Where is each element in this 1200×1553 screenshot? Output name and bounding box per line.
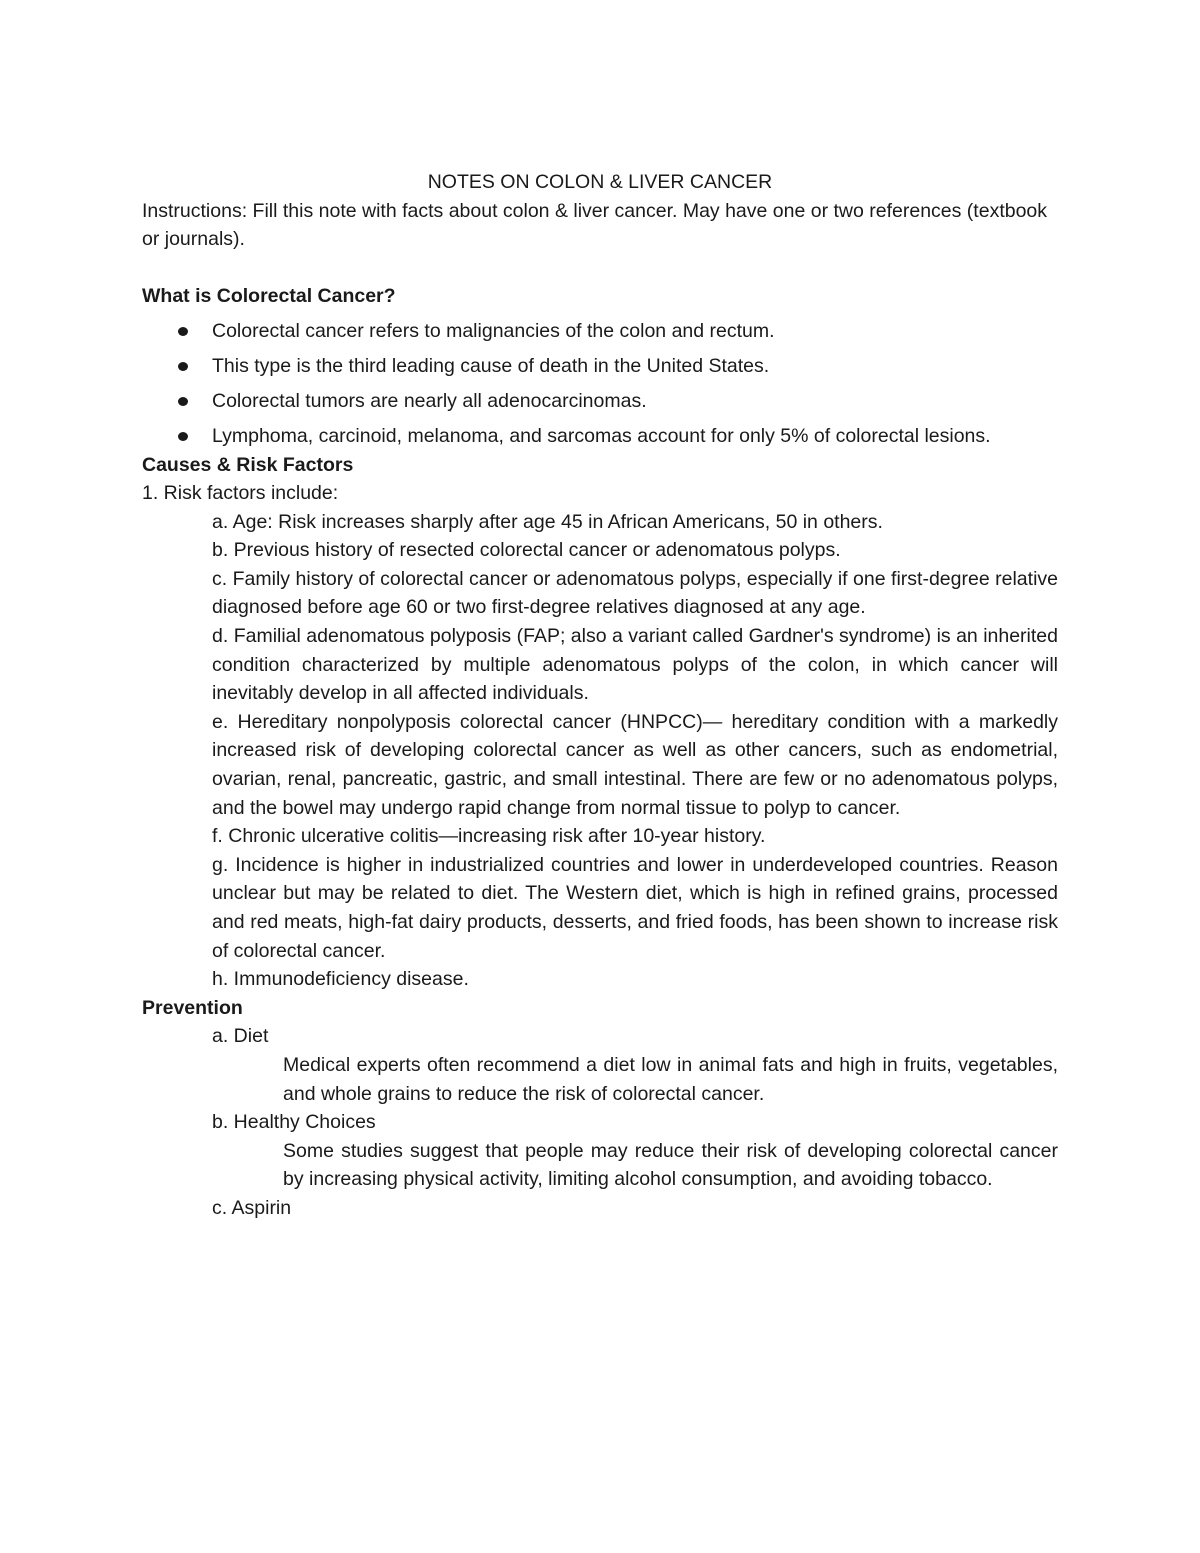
prevention-list xyxy=(142,1022,1058,1222)
what-is-bullet-list xyxy=(142,317,1058,451)
list-item xyxy=(142,422,1058,451)
list-item xyxy=(142,352,1058,381)
bullet-text: Colorectal tumors are nearly all adenocarcinomas. xyxy=(212,389,647,412)
list-item: g. Incidence is higher in industrialized countries and lower in underdeveloped countries. Reason unclear but may be related to diet. The Western diet, which is high in refined grains, processed and red meats, high-fat dairy products, desserts, and fried foods, has been shown to increase risk of colorectal cancer. xyxy=(212,853,1058,962)
document-title: NOTES ON COLON & LIVER CANCER xyxy=(427,171,773,193)
bullet-text: Lymphoma, carcinoid, melanoma, and sarcomas account for only 5% of colorectal lesions. xyxy=(212,424,991,447)
bullet-icon xyxy=(178,362,188,371)
list-item: c. Family history of colorectal cancer or adenomatous polyps, especially if one first-degree relative diagnosed before age 60 or two first-degree relatives diagnosed at any age. xyxy=(212,567,1058,619)
list-item xyxy=(142,387,1058,416)
bullet-icon xyxy=(178,397,188,406)
prevention-item-label: c. Aspirin xyxy=(212,1196,292,1219)
document-page xyxy=(142,168,1058,1223)
prevention-item-label: a. Diet xyxy=(212,1025,269,1048)
list-item xyxy=(142,317,1058,346)
instructions-text: Instructions: Fill this note with facts about colon & liver cancer. May have one or two references (textbook or journals). xyxy=(142,199,1048,251)
prevention-heading: Prevention xyxy=(142,996,243,1019)
causes-heading: Causes & Risk Factors xyxy=(142,453,354,476)
prevention-item-desc: Some studies suggest that people may reduce their risk of developing colorectal cancer by increasing physical activity, limiting alcohol consumption, and avoiding tobacco. xyxy=(283,1139,1058,1191)
list-item: f. Chronic ulcerative colitis—increasing risk after 10-year history. xyxy=(212,825,766,848)
list-item: e. Hereditary nonpolyposis colorectal cancer (HNPCC)— hereditary condition with a markedly increased risk of developing colorectal cancer as well as other cancers, such as endometrial, ovarian, renal, pancreatic, gastric, and small intestinal. There are few or no adenomatous polyps, and the bowel may undergo rapid change from normal tissue to polyp to cancer. xyxy=(212,710,1058,819)
what-is-heading: What is Colorectal Cancer? xyxy=(142,285,396,308)
bullet-text: Colorectal cancer refers to malignancies of the colon and rectum. xyxy=(212,319,775,342)
risk-factor-list xyxy=(142,508,1058,994)
prevention-item-desc: Medical experts often recommend a diet low in animal fats and high in fruits, vegetables, and whole grains to reduce the risk of colorectal cancer. xyxy=(283,1053,1058,1105)
causes-intro: 1. Risk factors include: xyxy=(142,482,339,505)
list-item: h. Immunodeficiency disease. xyxy=(212,968,469,991)
list-item: d. Familial adenomatous polyposis (FAP; also a variant called Gardner's syndrome) is an inherited condition characterized by multiple adenomatous polyps of the colon, in which cancer will inevitably develop in all affected individuals. xyxy=(212,625,1058,705)
bullet-text: This type is the third leading cause of death in the United States. xyxy=(212,354,770,377)
blank-line xyxy=(142,254,1058,283)
bullet-icon xyxy=(178,432,188,441)
list-item: b. Previous history of resected colorectal cancer or adenomatous polyps. xyxy=(212,539,841,562)
bullet-icon xyxy=(178,327,188,336)
prevention-item-label: b. Healthy Choices xyxy=(212,1111,376,1134)
list-item: a. Age: Risk increases sharply after age 45 in African Americans, 50 in others. xyxy=(212,510,883,533)
